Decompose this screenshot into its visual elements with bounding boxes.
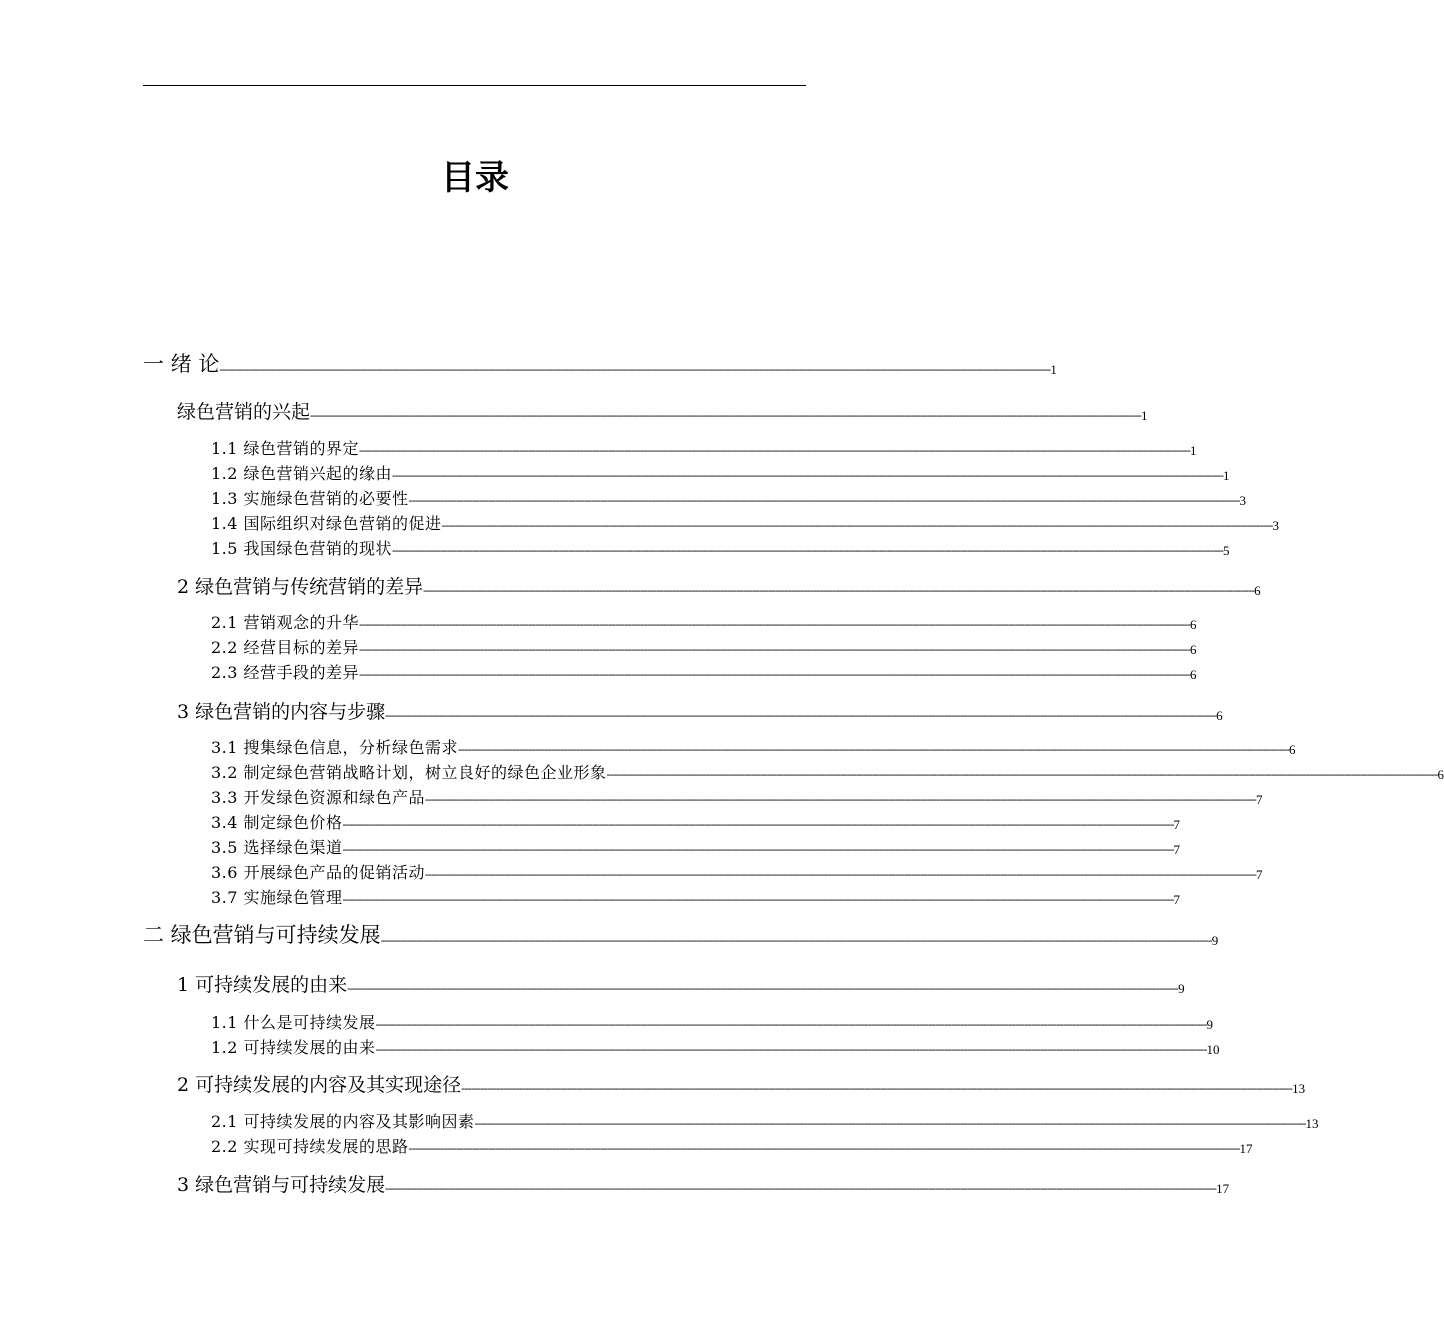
toc-dot-leader: -------------------------------------------------------------------------------------------------------------------------------------------------------------------------------------------------------------------------------------------------------------------- <box>359 443 1191 457</box>
toc-page-number: 7 <box>1173 842 1181 857</box>
toc-entry-label: 绿色营销的兴起 <box>177 401 311 423</box>
toc-dot-leader: -------------------------------------------------------------------------------------------------------------------------------------------------------------------------------------------------------------------------------------------------------------------- <box>359 617 1191 631</box>
toc-entry[interactable] <box>211 661 1197 683</box>
toc-dot-leader: -------------------------------------------------------------------------------------------------------------------------------------------------------------------------------------------------------------------------------------------------------------------- <box>375 1017 1207 1031</box>
toc-entry[interactable] <box>211 786 1263 808</box>
toc-dot-leader: -------------------------------------------------------------------------------------------------------------------------------------------------------------------------------------------------------------------------------------------------------------------- <box>219 362 1051 376</box>
toc-dot-leader: -------------------------------------------------------------------------------------------------------------------------------------------------------------------------------------------------------------------------------------------------------------------- <box>342 892 1174 906</box>
toc-entry[interactable] <box>211 487 1247 509</box>
toc-entry[interactable] <box>211 1135 1253 1157</box>
toc-entry[interactable] <box>211 1036 1220 1058</box>
toc-entry-label: 2.2 实现可持续发展的思路 <box>211 1137 409 1156</box>
toc-entry[interactable] <box>211 886 1181 908</box>
toc-entry[interactable] <box>211 861 1263 883</box>
toc-entry-label: 1 可持续发展的由来 <box>177 974 348 996</box>
toc-entry[interactable] <box>211 1110 1319 1132</box>
toc-dot-leader: -------------------------------------------------------------------------------------------------------------------------------------------------------------------------------------------------------------------------------------------------------------------- <box>441 518 1273 532</box>
toc-page-number: 13 <box>1305 1116 1319 1131</box>
toc-page-number: 7 <box>1256 792 1263 807</box>
toc-entry-label: 1.4 国际组织对绿色营销的促进 <box>211 514 442 533</box>
toc-entry-label: 3 绿色营销的内容与步骤 <box>177 701 386 723</box>
header-rule <box>143 85 806 86</box>
toc-dot-leader: -------------------------------------------------------------------------------------------------------------------------------------------------------------------------------------------------------------------------------------------------------------------- <box>342 817 1174 831</box>
toc-entry[interactable] <box>211 437 1197 459</box>
toc-page-number: 6 <box>1190 667 1197 682</box>
toc-dot-leader: -------------------------------------------------------------------------------------------------------------------------------------------------------------------------------------------------------------------------------------------------------------------- <box>375 1042 1207 1056</box>
toc-dot-leader: -------------------------------------------------------------------------------------------------------------------------------------------------------------------------------------------------------------------------------------------------------------------- <box>408 1141 1240 1155</box>
toc-page-number: 6 <box>1289 742 1296 757</box>
toc-entry-label: 3.5 选择绿色渠道 <box>211 838 343 857</box>
toc-entry[interactable] <box>211 736 1296 758</box>
toc-dot-leader: -------------------------------------------------------------------------------------------------------------------------------------------------------------------------------------------------------------------------------------------------------------------- <box>385 1181 1217 1195</box>
toc-page-number: 9 <box>1211 933 1219 948</box>
toc-entry-label: 2 可持续发展的内容及其实现途径 <box>177 1074 462 1096</box>
toc-dot-leader: -------------------------------------------------------------------------------------------------------------------------------------------------------------------------------------------------------------------------------------------------------------------- <box>380 933 1212 947</box>
toc-entry[interactable] <box>143 921 1219 949</box>
toc-dot-leader: -------------------------------------------------------------------------------------------------------------------------------------------------------------------------------------------------------------------------------------------------------------------- <box>392 468 1224 482</box>
toc-page-number: 17 <box>1216 1181 1230 1196</box>
toc-page-number: 7 <box>1173 817 1181 832</box>
toc-entry-label: 1.1 什么是可持续发展 <box>211 1013 376 1032</box>
toc-entry[interactable] <box>177 698 1223 724</box>
toc-entry-label: 3.6 开展绿色产品的促销活动 <box>211 863 426 882</box>
toc-entry-label: 3 绿色营销与可持续发展 <box>177 1174 386 1196</box>
toc-entry-label: 1.3 实施绿色营销的必要性 <box>211 489 409 508</box>
toc-dot-leader: -------------------------------------------------------------------------------------------------------------------------------------------------------------------------------------------------------------------------------------------------------------------- <box>347 981 1179 995</box>
toc-page-number: 6 <box>1254 583 1261 598</box>
toc-entry-label: 1.5 我国绿色营销的现状 <box>211 539 393 558</box>
toc-page-number: 1 <box>1223 468 1230 483</box>
toc-dot-leader: -------------------------------------------------------------------------------------------------------------------------------------------------------------------------------------------------------------------------------------------------------------------- <box>408 493 1240 507</box>
toc-entry-label: 2.1 可持续发展的内容及其影响因素 <box>211 1112 475 1131</box>
toc-dot-leader: -------------------------------------------------------------------------------------------------------------------------------------------------------------------------------------------------------------------------------------------------------------------- <box>425 792 1257 806</box>
toc-dot-leader: -------------------------------------------------------------------------------------------------------------------------------------------------------------------------------------------------------------------------------------------------------------------- <box>423 583 1255 597</box>
toc-entry[interactable] <box>177 398 1148 424</box>
toc-dot-leader: -------------------------------------------------------------------------------------------------------------------------------------------------------------------------------------------------------------------------------------------------------------------- <box>461 1081 1293 1095</box>
page-title: 目录 <box>441 158 509 198</box>
toc-entry[interactable] <box>211 611 1197 633</box>
toc-entry[interactable] <box>211 836 1181 858</box>
toc-page-number: 7 <box>1256 867 1263 882</box>
toc-dot-leader: -------------------------------------------------------------------------------------------------------------------------------------------------------------------------------------------------------------------------------------------------------------------- <box>458 742 1290 756</box>
toc-page-number: 3 <box>1272 518 1280 533</box>
toc-dot-leader: -------------------------------------------------------------------------------------------------------------------------------------------------------------------------------------------------------------------------------------------------------------------- <box>385 708 1217 722</box>
toc-dot-leader: -------------------------------------------------------------------------------------------------------------------------------------------------------------------------------------------------------------------------------------------------------------------- <box>425 867 1257 881</box>
toc-entry[interactable] <box>177 971 1185 997</box>
toc-entry[interactable] <box>177 1071 1306 1097</box>
toc-entry[interactable] <box>211 512 1280 534</box>
toc-entry-label: 3.1 搜集绿色信息，分析绿色需求 <box>211 738 459 757</box>
toc-page-number: 6 <box>1216 708 1223 723</box>
toc-page-number: 9 <box>1206 1017 1214 1032</box>
toc-entry-label: 1.1 绿色营销的界定 <box>211 439 360 458</box>
toc-page-number: 3 <box>1239 493 1247 508</box>
toc-entry-label: 1.2 绿色营销兴起的缘由 <box>211 464 393 483</box>
toc-dot-leader: -------------------------------------------------------------------------------------------------------------------------------------------------------------------------------------------------------------------------------------------------------------------- <box>474 1116 1306 1130</box>
toc-page-number: 6 <box>1437 767 1444 782</box>
toc-page-number: 1 <box>1141 408 1148 423</box>
toc-dot-leader: -------------------------------------------------------------------------------------------------------------------------------------------------------------------------------------------------------------------------------------------------------------------- <box>359 642 1191 656</box>
toc-page-number: 5 <box>1223 543 1230 558</box>
toc-entry[interactable] <box>177 573 1261 599</box>
toc-entry-label: 1.2 可持续发展的由来 <box>211 1038 376 1057</box>
toc-entry-label: 3.4 制定绿色价格 <box>211 813 343 832</box>
toc-entry-label: 二 绿色营销与可持续发展 <box>143 923 381 947</box>
toc-entry-label: 3.2 制定绿色营销战略计划，树立良好的绿色企业形象 <box>211 763 607 782</box>
toc-dot-leader: -------------------------------------------------------------------------------------------------------------------------------------------------------------------------------------------------------------------------------------------------------------------- <box>359 667 1191 681</box>
toc-entry-label: 2.2 经营目标的差异 <box>211 638 360 657</box>
toc-entry[interactable] <box>211 462 1230 484</box>
toc-entry-label: 3.7 实施绿色管理 <box>211 888 343 907</box>
toc-dot-leader: -------------------------------------------------------------------------------------------------------------------------------------------------------------------------------------------------------------------------------------------------------------------- <box>392 543 1224 557</box>
toc-dot-leader: -------------------------------------------------------------------------------------------------------------------------------------------------------------------------------------------------------------------------------------------------------------------- <box>342 842 1174 856</box>
toc-dot-leader: -------------------------------------------------------------------------------------------------------------------------------------------------------------------------------------------------------------------------------------------------------------------- <box>310 408 1142 422</box>
toc-entry[interactable] <box>211 636 1197 658</box>
toc-page-number: 1 <box>1190 443 1197 458</box>
toc-dot-leader: -------------------------------------------------------------------------------------------------------------------------------------------------------------------------------------------------------------------------------------------------------------------- <box>606 767 1438 781</box>
toc-page-number: 1 <box>1050 362 1057 377</box>
toc-page-number: 9 <box>1178 981 1185 996</box>
toc-page-number: 17 <box>1239 1141 1253 1156</box>
toc-entry[interactable] <box>211 811 1181 833</box>
toc-page-number: 6 <box>1190 642 1197 657</box>
toc-page-number: 7 <box>1173 892 1181 907</box>
toc-entry[interactable] <box>211 1011 1214 1033</box>
toc-entry-label: 2 绿色营销与传统营销的差异 <box>177 576 424 598</box>
toc-entry-label: 一 绪 论 <box>143 352 220 376</box>
toc-entry[interactable] <box>177 1171 1230 1197</box>
toc-page-number: 10 <box>1206 1042 1220 1057</box>
toc-entry[interactable] <box>211 537 1230 559</box>
toc-entry-label: 2.1 营销观念的升华 <box>211 613 360 632</box>
toc-page-number: 6 <box>1190 617 1197 632</box>
toc-entry[interactable] <box>143 350 1057 378</box>
toc-entry-label: 3.3 开发绿色资源和绿色产品 <box>211 788 426 807</box>
toc-page-number: 13 <box>1292 1081 1306 1096</box>
toc-entry[interactable] <box>211 761 1444 783</box>
toc-entry-label: 2.3 经营手段的差异 <box>211 663 360 682</box>
